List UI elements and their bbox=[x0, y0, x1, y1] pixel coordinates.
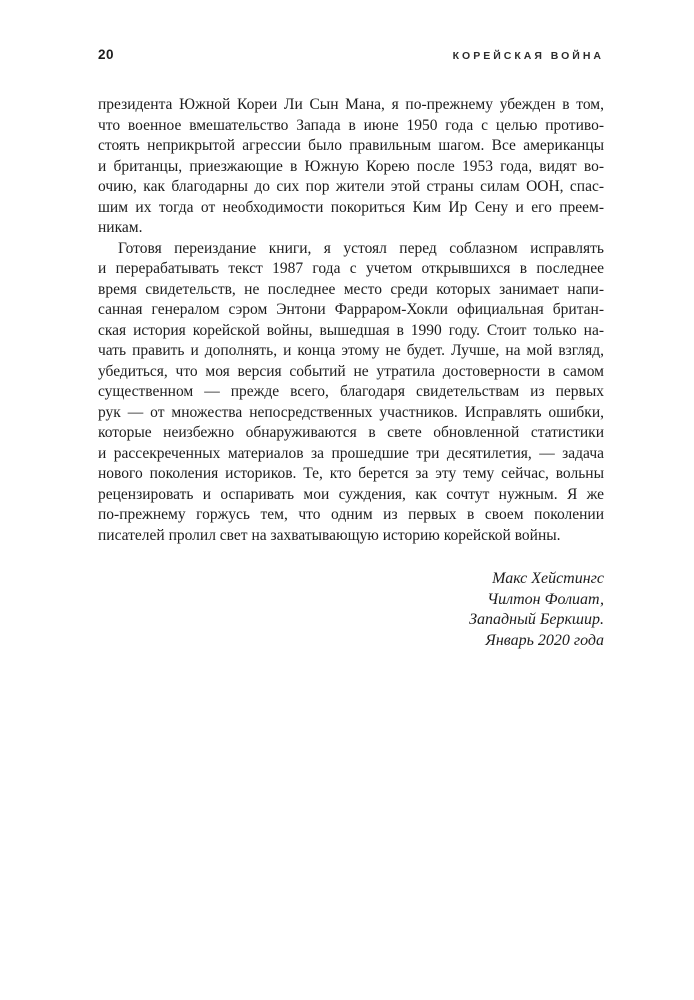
text-line: Готовя переиздание книги, я устоял перед соблазном исправлять bbox=[118, 239, 604, 257]
page-header bbox=[98, 47, 604, 62]
text-line: Макс Хейстингс bbox=[492, 570, 604, 587]
text-line: которые неизбежно обнаруживаются в свете обновленной статистики bbox=[98, 424, 604, 441]
text-line: и перерабатывать текст 1987 года с учетом открывшихся в последнее bbox=[98, 260, 604, 277]
text-line: Январь 2020 года bbox=[485, 631, 604, 649]
text-line: стоять неприкрытой агрессии было правильным шагом. Все американцы bbox=[98, 137, 604, 154]
text-line: Западный Беркшир. bbox=[469, 611, 604, 628]
text-line: шим их тогда от необходимости покориться Ким Ир Сену и его преем- bbox=[98, 198, 604, 216]
signature-block bbox=[98, 568, 604, 650]
text-line: ская история корейской войны, вышедшая в 1990 году. Стоит только на- bbox=[98, 321, 604, 339]
text-line: по-прежнему горжусь тем, что одним из первых в своем поколении bbox=[98, 506, 604, 523]
text-line: чать править и дополнять, и конца этому не будет. Лучше, на мой взгляд, bbox=[98, 342, 604, 359]
text-line: рук — от множества непосредственных участников. Исправлять ошибки, bbox=[98, 403, 604, 421]
text-line: время свидетельств, не последнее место среди которых занимает напи- bbox=[98, 280, 604, 298]
text-line: и британцы, приезжающие в Южную Корею после 1953 года, видят во- bbox=[98, 157, 604, 175]
text-line: Чилтон Фолиат, bbox=[487, 590, 604, 608]
text-line: никам. bbox=[98, 219, 143, 236]
text-line: что военное вмешательство Запада в июне 1950 года с целью противо- bbox=[98, 116, 604, 134]
text-line: очию, как благодарны до сих пор жители этой страны силам ООН, спас- bbox=[98, 178, 604, 195]
running-title: КОРЕЙСКАЯ ВОЙНА bbox=[452, 50, 604, 62]
page-number: 20 bbox=[98, 47, 115, 62]
text-line: и рассекреченных материалов за прошедшие три десятилетия, — задача bbox=[98, 444, 604, 462]
text-line: существенном — прежде всего, благодаря свидетельствам из первых bbox=[98, 383, 604, 400]
text-line: нового поколения историков. Те, кто берется за эту тему сейчас, вольны bbox=[98, 465, 604, 482]
text-line: убедиться, что моя версия событий не утратила достоверности в самом bbox=[98, 362, 604, 380]
text-line: писателей пролил свет на захватывающую историю корейской войны. bbox=[98, 526, 561, 544]
text-line: санная генералом сэром Энтони Фарраром-Хокли официальная британ- bbox=[98, 301, 604, 318]
body-text bbox=[98, 95, 604, 546]
text-line: рецензировать и оспаривать мои суждения, как сочтут нужным. Я же bbox=[98, 485, 604, 503]
paragraph-2 bbox=[98, 239, 604, 547]
text-line: президента Южной Кореи Ли Сын Мана, я по-прежнему убежден в том, bbox=[98, 96, 604, 113]
paragraph-1 bbox=[98, 95, 604, 239]
